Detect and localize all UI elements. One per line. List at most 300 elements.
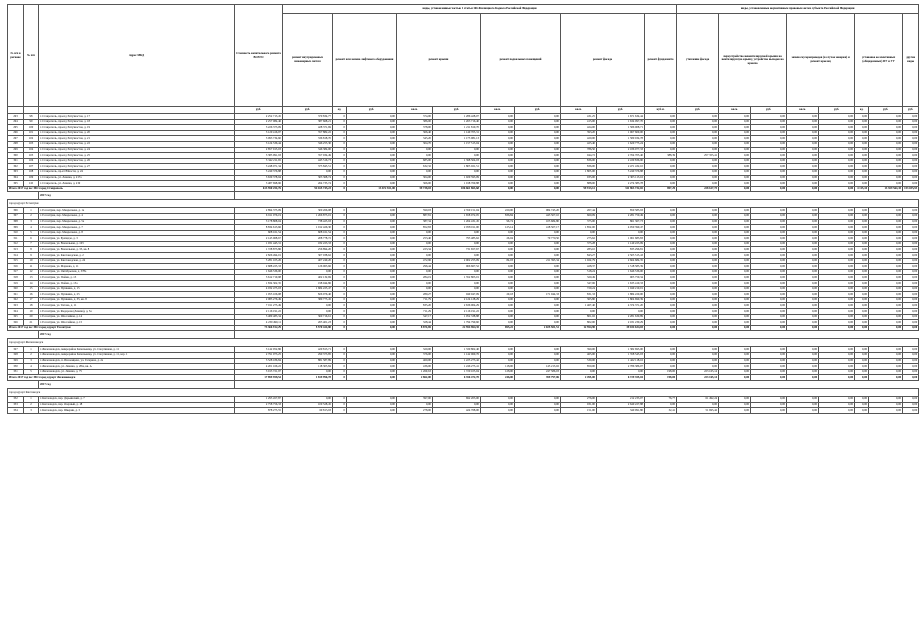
row-value: 0,00 — [347, 269, 397, 275]
row-value: 0,00 — [787, 147, 819, 153]
row-value: 0,00 — [869, 136, 903, 142]
row-value: 151,00 — [561, 408, 597, 414]
row-value: 0,00 — [869, 364, 903, 370]
row-value: 0,00 — [515, 175, 561, 181]
row-num: 7 — [24, 241, 39, 247]
row-value: 1 518 585,39 — [597, 264, 645, 270]
total-value: 59 738,03 — [397, 186, 433, 192]
row-value: 0,00 — [819, 119, 855, 125]
row-value: 0,00 — [869, 275, 903, 281]
row-value: 0,00 — [869, 309, 903, 315]
row-value: 0,00 — [481, 247, 515, 253]
row-value: 0,00 — [347, 141, 397, 147]
row-value: 393,20 — [561, 130, 597, 136]
total-value: 0,00 — [787, 325, 819, 331]
row-value: 2 764 705,40 — [597, 153, 645, 159]
row-value: 0,00 — [677, 230, 719, 236]
row-value: 0,00 — [819, 208, 855, 214]
row-value: 0,00 — [677, 241, 719, 247]
row-value: 0,00 — [787, 269, 819, 275]
row-value: 0,00 — [347, 253, 397, 259]
row-value: 2 758 756,33 — [235, 402, 283, 408]
row-value: 0,00 — [869, 208, 903, 214]
row-value: 0,00 — [855, 225, 869, 231]
row-value: 223,34 — [397, 247, 433, 253]
row-value: 0 — [333, 275, 347, 281]
total-value: 13 672 921,00 — [347, 186, 397, 192]
row-value: 0,00 — [751, 269, 787, 275]
row-value: 387 668,21 — [283, 119, 333, 125]
row-value: 2 786 386,07 — [597, 364, 645, 370]
row-value: 0,00 — [751, 236, 787, 242]
row-value: 0,00 — [751, 275, 787, 281]
row-value: 0,00 — [645, 230, 677, 236]
row-value: 2 857 915,03 — [235, 147, 283, 153]
row-value: 0,00 — [855, 247, 869, 253]
row-value: 0,00 — [719, 114, 751, 120]
row-value: 0,00 — [855, 314, 869, 320]
row-value: 0,00 — [515, 158, 561, 164]
row-value: 0,00 — [719, 396, 751, 402]
row-value: 0 — [333, 247, 347, 253]
row-value: 0,00 — [433, 147, 481, 153]
row-num-region: 299 — [8, 147, 24, 153]
group-a-header: виды, установленные частью 1 статьи 166 Жилищного Кодекса Российской Федерации — [283, 5, 677, 14]
row-value: 852,83 — [397, 225, 433, 231]
row-value: 402 132,69 — [283, 275, 333, 281]
row-value: 0,00 — [751, 286, 787, 292]
row-value: 2 281 630,89 — [597, 314, 645, 320]
row-value: 1 834 302,35 — [235, 281, 283, 287]
row-value: 0,00 — [751, 213, 787, 219]
row-value: 0,00 — [719, 275, 751, 281]
row-value: 0,00 — [855, 114, 869, 120]
row-value: 0 — [333, 158, 347, 164]
row-value: 304,00 — [397, 175, 433, 181]
row-value: 0,00 — [787, 281, 819, 287]
row-value: 0,00 — [855, 153, 869, 159]
row-value: 1 720 105,04 — [433, 369, 481, 375]
row-num-region: 297 — [8, 136, 24, 142]
row-value: 0,00 — [645, 253, 677, 259]
row-value: 0,00 — [433, 241, 481, 247]
row-value: 0,00 — [481, 125, 515, 131]
total-value: 0,00 — [869, 375, 903, 381]
row-value: 375,00 — [561, 219, 597, 225]
row-value: 0,00 — [645, 275, 677, 281]
row-value: 388,39 — [645, 153, 677, 159]
row-value: 0,00 — [397, 402, 433, 408]
row-value: 420,00 — [561, 136, 597, 142]
row-value: 0,00 — [787, 314, 819, 320]
row-value: 0,00 — [819, 275, 855, 281]
group-b-header: виды, установленные нормативным правовым актом субъекта Российской Федерации — [677, 5, 919, 14]
row-value: 347,17 — [397, 314, 433, 320]
row-value: 1 382 695,00 — [597, 347, 645, 353]
row-value: 0,00 — [561, 309, 597, 315]
row-value: 0,00 — [347, 153, 397, 159]
row-value: 0,00 — [347, 213, 397, 219]
row-value: 3 639 378,94 — [235, 175, 283, 181]
row-num-region: 311 — [8, 236, 24, 242]
row-value: 1 955 106,08 — [235, 292, 283, 298]
row-address: г. Железноводск, ул. Ленина, д. 28А, кв. А — [39, 364, 235, 370]
row-value: 0,00 — [677, 320, 719, 326]
row-num-region: 306 — [8, 208, 24, 214]
col-num: № п/п — [24, 5, 39, 107]
unit-cell: руб. — [819, 107, 855, 114]
row-value: 1 358 545,03 — [597, 352, 645, 358]
row-value: 0,00 — [903, 236, 919, 242]
row-value: 0,00 — [903, 358, 919, 364]
row-num: 10 — [24, 258, 39, 264]
row-value: 0,00 — [719, 153, 751, 159]
total-value: 695,22 — [481, 325, 515, 331]
total-value: 0,00 — [515, 186, 561, 192]
row-value: 0,00 — [515, 275, 561, 281]
row-value: 0,00 — [903, 153, 919, 159]
row-value: 1 634 097,70 — [597, 119, 645, 125]
row-value: 0,00 — [347, 130, 397, 136]
row-value: 0,00 — [719, 247, 751, 253]
row-value: 0,00 — [347, 258, 397, 264]
row-value: 836,00 — [561, 164, 597, 170]
row-value: 2 826 494,01 — [235, 253, 283, 259]
row-value: 300 266,08 — [283, 208, 333, 214]
row-value: 0,00 — [677, 281, 719, 287]
total-value: 0,00 — [819, 325, 855, 331]
row-value: 0,00 — [903, 181, 919, 187]
total-value: 0,00 — [719, 375, 751, 381]
row-value: 0,00 — [515, 253, 561, 259]
row-value: 0,00 — [855, 275, 869, 281]
row-num: 109 — [24, 175, 39, 181]
row-value: 1 658 972,05 — [433, 213, 481, 219]
total-value: 8 874,69 — [397, 325, 433, 331]
row-value: 4 374 371,20 — [597, 303, 645, 309]
row-value: 378,00 — [397, 125, 433, 131]
row-address: г. Ессентуки, пер. Менделеева, д. 1а — [39, 208, 235, 214]
row-value: 0,00 — [719, 219, 751, 225]
row-address: г. Железноводск, ул. Ленина, д. 75 — [39, 369, 235, 375]
row-num: 99 — [24, 119, 39, 125]
row-value: 7 011 275,49 — [235, 303, 283, 309]
row-value: 220,00 — [481, 208, 515, 214]
row-value: 2 664 684,35 — [597, 258, 645, 264]
row-value: 0,00 — [597, 230, 645, 236]
row-num-region: 308 — [8, 219, 24, 225]
total-value: 198,00 — [645, 375, 677, 381]
row-value: 0,00 — [869, 141, 903, 147]
row-value: 0,00 — [751, 402, 787, 408]
row-num: 101 — [24, 130, 39, 136]
row-value: 0,00 — [677, 264, 719, 270]
row-value: 375,28 — [561, 241, 597, 247]
row-value: 1 266 875,01 — [283, 213, 333, 219]
year-spacer — [8, 380, 39, 388]
row-value: 0,00 — [481, 175, 515, 181]
city-row — [8, 339, 919, 347]
row-address: г. Железноводск, п. Иноземцево, ул. Гагарина, д. 2а — [39, 358, 235, 364]
total-value: 0,00 — [903, 375, 919, 381]
row-value: 436,00 — [397, 364, 433, 370]
row-value: 0,00 — [645, 141, 677, 147]
row-value: 0,00 — [903, 369, 919, 375]
row-value: 267,44 — [561, 208, 597, 214]
row-value: 0,00 — [903, 158, 919, 164]
row-value: 3 142 952,86 — [235, 347, 283, 353]
total-value: 0,00 — [787, 375, 819, 381]
row-address: г. Ставрополь, проезд Энтузиастов, д. 18 — [39, 119, 235, 125]
row-value: 0,00 — [397, 153, 433, 159]
row-value: 905 750,34 — [597, 275, 645, 281]
row-value: 0,00 — [787, 130, 819, 136]
row-value: 283,10 — [561, 247, 597, 253]
row-value: 0,00 — [481, 241, 515, 247]
row-value: 0,00 — [855, 208, 869, 214]
row-value: 0,00 — [855, 169, 869, 175]
row-value: 0,00 — [719, 364, 751, 370]
row-value: 109 528,45 — [283, 402, 333, 408]
row-value: 0,00 — [515, 153, 561, 159]
row-value: 0,00 — [903, 402, 919, 408]
row-value: 0,00 — [677, 258, 719, 264]
row-value: 0,00 — [515, 230, 561, 236]
row-value: 685,00 — [397, 158, 433, 164]
row-num-region: 307 — [8, 213, 24, 219]
row-num: 3 — [24, 358, 39, 364]
row-value: 3 342 211,65 — [235, 158, 283, 164]
row-value: 0,00 — [855, 320, 869, 326]
row-value: 608 161,54 — [283, 230, 333, 236]
row-value: 0,00 — [433, 281, 481, 287]
row-value: 0,00 — [515, 119, 561, 125]
row-value: 1 157 515,04 — [433, 141, 481, 147]
row-value: 0,00 — [819, 292, 855, 298]
total-value: 0,00 — [677, 325, 719, 331]
row-value: 0,00 — [819, 125, 855, 131]
total-value: 6 356 472,70 — [433, 375, 481, 381]
row-value: 0,00 — [787, 364, 819, 370]
total-value: 0 — [333, 186, 347, 192]
row-value: 1 580 934,78 — [597, 136, 645, 142]
row-address: г. Ессентуки, ул. Пойма, д. 13 — [39, 275, 235, 281]
row-value: 1 149 223,99 — [597, 241, 645, 247]
row-value: 0,00 — [787, 286, 819, 292]
row-value: 0,00 — [869, 119, 903, 125]
row-value: 472,96 — [397, 258, 433, 264]
row-value: 0,00 — [347, 396, 397, 402]
row-value: 374,00 — [397, 114, 433, 120]
row-value: 2 085 276,49 — [235, 297, 283, 303]
row-num-region: 326 — [8, 320, 24, 326]
row-value: 888,00 — [561, 181, 597, 187]
row-value: 0,00 — [787, 236, 819, 242]
row-value: 2 505 515,43 — [597, 253, 645, 259]
row-value: 711,79 — [397, 297, 433, 303]
row-value: 0,00 — [787, 275, 819, 281]
row-value: 0,00 — [719, 269, 751, 275]
row-value: 1 061 683,83 — [597, 236, 645, 242]
row-num-region: 316 — [8, 264, 24, 270]
row-value: 0,00 — [677, 253, 719, 259]
row-value: 0,00 — [719, 136, 751, 142]
row-num-region: 333 — [8, 402, 24, 408]
row-value: 0,00 — [751, 253, 787, 259]
row-value: 0,00 — [433, 402, 481, 408]
row-num: 104 — [24, 147, 39, 153]
row-num-region: 332 — [8, 396, 24, 402]
row-value: 1 052 338,88 — [433, 314, 481, 320]
row-num: 6 — [24, 236, 39, 242]
row-value: 0,00 — [903, 125, 919, 131]
row-value: 0,00 — [347, 247, 397, 253]
row-value: 608 161,54 — [235, 230, 283, 236]
capital-repair-table — [7, 4, 919, 414]
row-address: г. Ессентуки, пер. Менделеева, д. 5а — [39, 219, 235, 225]
row-value: 0 — [333, 136, 347, 142]
row-num-region: 293 — [8, 114, 24, 120]
row-value: 0,00 — [719, 281, 751, 287]
row-num-region: 300 — [8, 153, 24, 159]
row-value: 0,00 — [645, 225, 677, 231]
row-value: 0,00 — [869, 297, 903, 303]
row-num-region: 323 — [8, 303, 24, 309]
row-value: 0,00 — [397, 253, 433, 259]
row-value: 731 657,67 — [433, 247, 481, 253]
row-value: 0,00 — [819, 175, 855, 181]
row-value: 0,00 — [751, 297, 787, 303]
row-value: 0,00 — [903, 130, 919, 136]
row-value: 1 022,79 — [561, 258, 597, 264]
row-value: 0,00 — [645, 236, 677, 242]
row-value: 0,00 — [433, 253, 481, 259]
row-value: 0,00 — [719, 175, 751, 181]
unit-cell: кв.м. — [719, 107, 751, 114]
row-num: 9 — [24, 253, 39, 259]
row-num-region: 305 — [8, 181, 24, 187]
row-value: 949 947,09 — [433, 292, 481, 298]
total-label: Итого 2017 год по: МО город курорт Железноводск — [8, 375, 235, 381]
row-value: 0,00 — [751, 219, 787, 225]
row-value: 0,00 — [719, 213, 751, 219]
total-value: 22 594 964,35 — [433, 325, 481, 331]
row-value: 0,00 — [645, 258, 677, 264]
row-value: 0,00 — [903, 297, 919, 303]
row-num-region: 303 — [8, 169, 24, 175]
row-value: 32,41 — [645, 408, 677, 414]
row-value: 0,00 — [677, 119, 719, 125]
row-value: 0,00 — [515, 286, 561, 292]
row-value: 0,00 — [855, 141, 869, 147]
row-address: г. Ессентуки, ул. Пушкина, д. 25 — [39, 292, 235, 298]
total-label: Итого 2017 год по: МО город курорт Ессентуки — [8, 325, 235, 331]
row-value: 0 — [333, 402, 347, 408]
year-spacer — [235, 331, 919, 339]
row-value: 0,00 — [515, 352, 561, 358]
row-value: 0,00 — [819, 358, 855, 364]
row-value: 0,00 — [677, 269, 719, 275]
row-value: 1 246 275,41 — [433, 364, 481, 370]
row-value: 376,00 — [397, 352, 433, 358]
row-value: 0,00 — [677, 208, 719, 214]
row-value: 2 649 227,88 — [597, 402, 645, 408]
row-value: 0,00 — [903, 269, 919, 275]
row-value: 0,00 — [751, 264, 787, 270]
row-value: 198,00 — [645, 369, 677, 375]
row-address: г. Ессентуки, ул. Буачидзе, д. 3 — [39, 236, 235, 242]
row-num: 110 — [24, 181, 39, 187]
row-value: 1 029 593,09 — [433, 175, 481, 181]
row-value: 0,00 — [347, 169, 397, 175]
row-value: 0,00 — [677, 352, 719, 358]
row-value: 0,00 — [903, 219, 919, 225]
row-value: 0,00 — [787, 408, 819, 414]
row-value: 0,00 — [561, 230, 597, 236]
row-value: 843,27 — [561, 253, 597, 259]
row-value: 0,00 — [515, 402, 561, 408]
row-value: 0,00 — [677, 364, 719, 370]
row-value: 0,00 — [787, 292, 819, 298]
row-value: 0,00 — [855, 125, 869, 131]
row-value: 0,00 — [869, 408, 903, 414]
row-value: 2 439 836,90 — [597, 158, 645, 164]
row-value: 881 587,89 — [283, 358, 333, 364]
row-value: 0,00 — [751, 136, 787, 142]
row-value: 0,00 — [645, 320, 677, 326]
row-value: 0 — [333, 141, 347, 147]
row-value: 0,00 — [903, 247, 919, 253]
row-num: 98 — [24, 114, 39, 120]
row-value: 0,00 — [903, 114, 919, 120]
row-value: 212 233,07 — [597, 396, 645, 402]
row-value: 0,00 — [515, 241, 561, 247]
row-value: 0,00 — [677, 402, 719, 408]
row-value: 0,00 — [645, 264, 677, 270]
total-value: 99 913,12 — [561, 186, 597, 192]
row-value: 0,00 — [433, 269, 481, 275]
row-value: 0,00 — [903, 230, 919, 236]
row-value: 370 834,77 — [283, 114, 333, 120]
row-value: 0,00 — [719, 402, 751, 408]
row-value: 0,00 — [869, 153, 903, 159]
row-value: 0,00 — [719, 408, 751, 414]
row-value: 0,00 — [645, 352, 677, 358]
row-value: 360 716,61 — [283, 314, 333, 320]
row-value: 0,00 — [677, 175, 719, 181]
total-value: 0,00 — [719, 325, 751, 331]
row-value: 0,00 — [347, 236, 397, 242]
row-value: 0,00 — [819, 269, 855, 275]
row-value: 0,00 — [751, 119, 787, 125]
row-value: 0 — [333, 164, 347, 170]
row-value: 0,00 — [855, 297, 869, 303]
row-value: 2 688 225,33 — [235, 264, 283, 270]
total-value: 0,00 — [819, 375, 855, 381]
row-value: 0,00 — [903, 147, 919, 153]
row-value: 128,00 — [481, 369, 515, 375]
row-address: г. Кисловодск, пер. Дарьинский, д. 7 — [39, 396, 235, 402]
row-value: 0,00 — [397, 230, 433, 236]
city-label: город курорт Железноводск — [8, 339, 919, 347]
row-value: 0,00 — [645, 297, 677, 303]
row-value: 0,00 — [719, 292, 751, 298]
row-value: 0,00 — [597, 309, 645, 315]
row-value: 0,00 — [515, 125, 561, 131]
row-value: 5 240 376,88 — [235, 169, 283, 175]
row-value: 0,00 — [283, 369, 333, 375]
row-value: 0,00 — [481, 181, 515, 187]
